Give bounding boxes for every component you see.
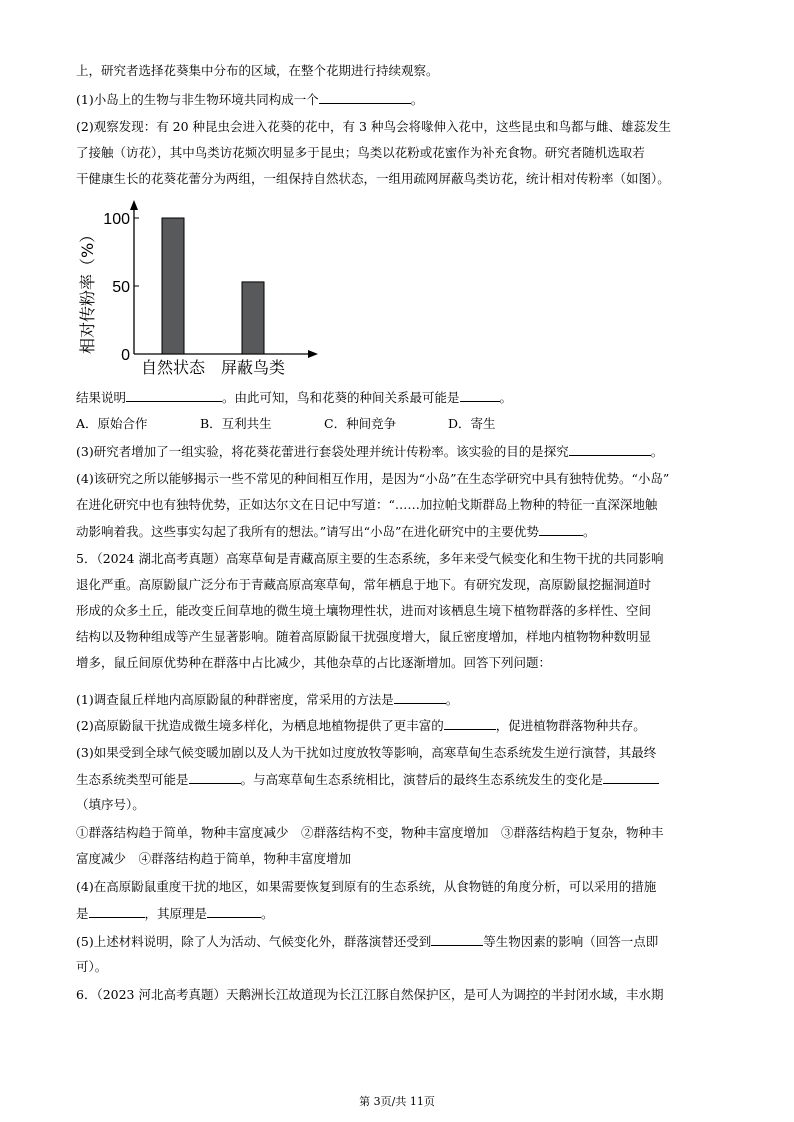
- result-line: 结果说明 。由此可知，鸟和花葵的种间关系最可能是 。: [76, 390, 513, 405]
- answer-blank[interactable]: [603, 770, 659, 784]
- x-axis-arrow: [308, 350, 318, 358]
- question-3: (3)研究者增加了一组实验，将花葵花蕾进行套袋处理并统计传粉率。该实验的目的是探究 。: [76, 444, 664, 459]
- y-axis-label: 相对传粉率（%）: [78, 226, 97, 354]
- answer-blank[interactable]: [394, 690, 446, 704]
- question-4-line: (4)该研究之所以能够揭示一些不常见的种间相互作用，是因为“小岛”在生态学研究中具有独特优势。“小岛”: [76, 471, 670, 486]
- y-axis-arrow: [130, 200, 138, 210]
- text-line: 形成的众多土丘，能改变丘间草地的微生境土壤物理性状，进而对该栖息生境下植物群落的多样性、空间: [76, 603, 652, 618]
- choices-line: 富度减少 ④群落结构趋于简单，物种丰富度增加: [76, 851, 352, 866]
- text-line: 上，研究者选择花葵集中分布的区域，在整个花期进行持续观察。: [76, 63, 439, 78]
- page-number: 第 3页/共 11页: [359, 1095, 435, 1108]
- answer-blank[interactable]: [569, 442, 651, 456]
- pollination-bar-chart: [76, 196, 326, 386]
- option-d[interactable]: D．寄生: [448, 416, 496, 431]
- question-1: (1)小岛上的生物与非生物环境共同构成一个 。: [76, 92, 424, 107]
- option-a[interactable]: A．原始合作: [76, 416, 148, 431]
- text-line: 了接触（访花），其中鸟类访花频次明显多于昆虫；鸟类以花粉或花蜜作为补充食物。研究者随机选取若: [76, 145, 645, 160]
- question-5-2: (2)高原鼢鼠干扰造成微生境多样化，为栖息地植物提供了更丰富的 ，促进植物群落物种共存。: [76, 718, 646, 733]
- text-line: 增多，鼠丘间原优势种在群落中占比减少，其他杂草的占比逐渐增加。回答下列问题：: [76, 655, 552, 670]
- text-line: 退化严重。高原鼢鼠广泛分布于青藏高原高寒草甸，常年栖息于地下。有研究发现，高原鼢鼠挖掘洞道时: [76, 577, 652, 592]
- answer-blank[interactable]: [126, 388, 222, 402]
- bar: [162, 218, 184, 354]
- options-row: [76, 415, 496, 433]
- text-line: 干健康生长的花葵花蕾分为两组，一组保持自然状态，一组用疏网屏蔽鸟类访花，统计相对传粉率（如图）。: [76, 171, 670, 186]
- x-category-label: 屏蔽鸟类: [220, 358, 286, 377]
- text-line: 是 ，其原理是 。: [76, 906, 274, 921]
- question-5-head: 5．（2024 湖北高考真题）高寒草甸是青藏高原主要的生态系统，多年来受气候变化和生物干扰的共同影响: [76, 551, 664, 566]
- question-2-line: (2)观察发现：有 20 种昆虫会进入花葵的花中，有 3 种鸟会将喙伸入花中，这些昆虫和鸟都与雌、雄蕊发生: [76, 119, 671, 134]
- y-tick-label: 100: [103, 211, 130, 228]
- answer-blank[interactable]: [444, 716, 496, 730]
- y-tick-label: 50: [112, 279, 130, 296]
- answer-blank[interactable]: [431, 932, 483, 946]
- answer-blank[interactable]: [89, 904, 145, 918]
- question-5-3: (3)如果受到全球气候变暖加剧以及人为干扰如过度放牧等影响，高寒草甸生态系统发生逆行演替，其最终: [76, 745, 657, 760]
- y-tick-label: 0: [121, 347, 130, 364]
- text-line: 在进化研究中也有独特优势，正如达尔文在日记中写道：“……加拉帕戈斯群岛上物种的特征一直深深地触: [76, 497, 658, 512]
- text-line: 生态系统类型可能是 。与高寒草甸生态系统相比，演替后的最终生态系统发生的变化是: [76, 770, 659, 789]
- option-c[interactable]: C．种间竞争: [324, 416, 397, 431]
- text-line: 可）。: [76, 959, 108, 974]
- text-line: 动影响着我。这些事实勾起了我所有的想法。”请写出“小岛”在进化研究中的主要优势 。: [76, 524, 596, 539]
- text-line: （填序号）。: [76, 797, 145, 812]
- question-5-5: (5)上述材料说明，除了人为活动、气候变化外，群落演替还受到 等生物因素的影响（回答一点即: [76, 934, 659, 949]
- answer-blank[interactable]: [207, 904, 261, 918]
- answer-blank[interactable]: [319, 90, 411, 104]
- question-5-1: (1)调查鼠丘样地内高原鼢鼠的种群密度，常采用的方法是 。: [76, 692, 459, 707]
- choices-line: ①群落结构趋于简单，物种丰富度减少 ②群落结构不变，物种丰富度增加 ③群落结构趋于复杂，物种丰: [76, 825, 664, 840]
- question-6-head: 6．（2023 河北高考真题）天鹅洲长江故道现为长江江豚自然保护区，是可人为调控的半封闭水域，丰水期: [76, 987, 664, 1002]
- answer-blank[interactable]: [189, 770, 241, 784]
- x-category-label: 自然状态: [140, 358, 206, 377]
- question-5-4: (4)在高原鼢鼠重度干扰的地区，如果需要恢复到原有的生态系统，从食物链的角度分析，可以采用的措施: [76, 879, 657, 894]
- text-line: 结构以及物种组成等产生显著影响。随着高原鼢鼠干扰强度增大，鼠丘密度增加，样地内植物物种数明显: [76, 629, 652, 644]
- option-b[interactable]: B．互利共生: [200, 416, 272, 431]
- bar: [242, 282, 264, 354]
- answer-blank[interactable]: [539, 522, 583, 536]
- answer-blank[interactable]: [460, 388, 500, 402]
